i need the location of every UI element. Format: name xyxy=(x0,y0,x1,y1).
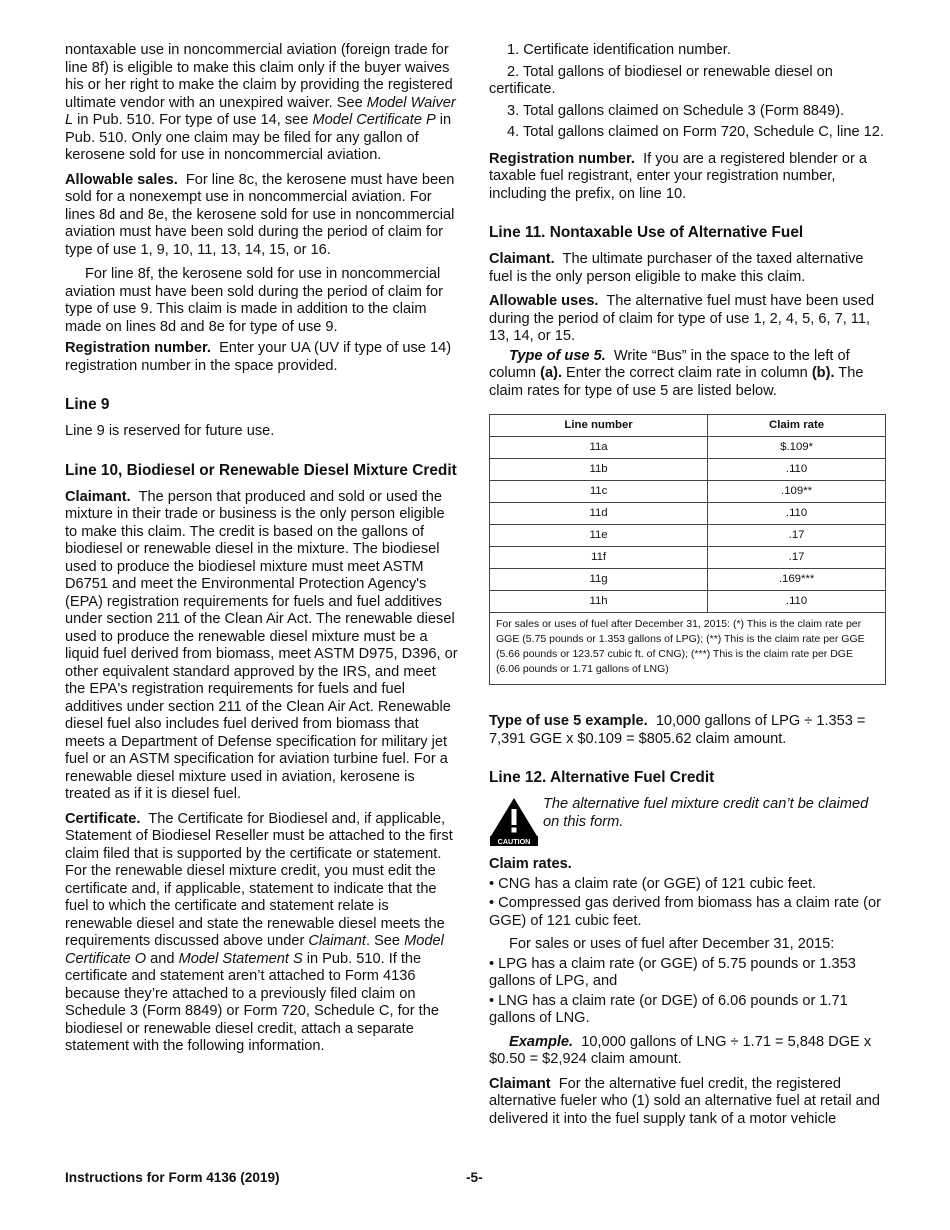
caution-word: CAUTION xyxy=(497,837,531,846)
page-number: -5- xyxy=(466,1170,483,1185)
allowable-sales-label: Allowable sales. xyxy=(65,171,178,188)
list-item: 3. Total gallons claimed on Schedule 3 (Form 8849). xyxy=(507,102,845,119)
table-row xyxy=(490,503,886,525)
list-item: 1. Certificate identification number. xyxy=(507,42,731,58)
header-claim-rate: Claim rate xyxy=(708,415,886,437)
line11-claimant-paragraph: Claimant. The ultimate purchaser of the taxed alternative fuel is the only person eligible to make this claim. xyxy=(489,251,864,285)
model-certificate-ref: Model Certificate P xyxy=(312,112,436,128)
right-column xyxy=(489,42,885,1135)
caution-icon xyxy=(489,796,539,846)
example-paragraph: Example. 10,000 gallons of LNG ÷ 1.71 = 5,848 DGE x $0.50 = $2,924 claim amount. xyxy=(489,1033,872,1067)
claimant-label: Claimant. xyxy=(65,488,131,505)
allowable-uses-paragraph: Allowable uses. The alternative fuel must have been used during the period of claim for type of use 1, 2, 4, 5, 6, 7, 11, 13, 14, or 15. xyxy=(489,293,875,344)
allowable-uses-label: Allowable uses. xyxy=(489,293,599,309)
line12-claimant-paragraph: Claimant For the alternative fuel credit, the registered alternative fueler who (1) sold an alternative fuel at retail and delivered it into the fuel supply tank of a motor vehicle xyxy=(489,1075,881,1127)
line-number-cell: 11a xyxy=(490,437,708,459)
claim-rate-cell: .110 xyxy=(708,459,886,481)
registration-paragraph-right: Registration number. If you are a registered blender or a taxable fuel registrant, enter your registration number, including the prefix, on line 10. xyxy=(489,150,867,202)
claimant-label: Claimant xyxy=(489,1075,551,1092)
list-item: • Compressed gas derived from biomass has a claim rate (or GGE) of 121 cubic feet. xyxy=(489,895,882,929)
claim-rate-cell: .109** xyxy=(708,481,886,503)
claim-rate-cell: .17 xyxy=(708,547,886,569)
line10-heading: Line 10, Biodiesel or Renewable Diesel Mixture Credit xyxy=(65,461,457,479)
line9-heading: Line 9 xyxy=(65,396,110,413)
table-row xyxy=(490,459,886,481)
type5-example-label: Type of use 5 example. xyxy=(489,713,648,729)
table-row xyxy=(490,569,886,591)
certificate-paragraph: Certificate. The Certificate for Biodiesel and, if applicable, Statement of Biodiesel Reseller must be attached to the first claim filed that is supported by the certificate or statement. For the renewable diesel mixture credit, you must edit the certificate and, if applicable, statement to indicate that the fuel to which the certificate and statement relate is renewable diesel and state the renewable diesel meets the requirements discussed above under Claimant. See Model Certificate O and Model Statement S in Pub. 510. If the certificate and statement aren’t attached to Form 4136 because they’re attached to a previously filed claim on Schedule 3 (Form 8849) or Form 720, Schedule C, for the biodiesel or renewable diesel credit, attach a separate statement with the following information. xyxy=(65,810,453,1054)
claim-rates-list xyxy=(489,876,885,931)
claim-rate-cell: .17 xyxy=(708,525,886,547)
table-row xyxy=(490,437,886,459)
waiver-paragraph: nontaxable use in noncommercial aviation (foreign trade for line 8f) is eligible to make this claim only if the buyer waives his or her right to make the claim by providing the registered ultimate vendor with an unexpired waiver. See Model Waiver L in Pub. 510. For type of use 14, see Model Certificate P in Pub. 510. Only one claim may be filed for any gallon of kerosene sold for use in noncommercial aviation. xyxy=(65,42,456,163)
certificate-info-list xyxy=(489,42,885,142)
allowable-sales-paragraph: Allowable sales. For line 8c, the kerosene must have been sold for a nonexempt use in noncommercial aviation. For lines 8d and 8e, the kerosene sold for use in noncommercial aviation must have been sold during the period of claim for type of use 1, 9, 10, 11, 13, 14, 15, or 16. xyxy=(65,171,455,258)
caution-box xyxy=(489,796,885,846)
line-number-cell: 11h xyxy=(490,591,708,613)
header-line-number: Line number xyxy=(490,415,708,437)
list-item: 2. Total gallons of biodiesel or renewable diesel on certificate. xyxy=(489,63,833,97)
line-number-cell: 11f xyxy=(490,547,708,569)
table-row xyxy=(490,481,886,503)
registration-label: Registration number. xyxy=(65,340,211,356)
type5-example-paragraph: Type of use 5 example. 10,000 gallons of LPG ÷ 1.353 = 7,391 GGE x $0.109 = $805.62 claim amount. xyxy=(489,713,866,747)
footer-title: Instructions for Form 4136 (2019) xyxy=(65,1170,280,1185)
line10-claimant-paragraph: Claimant. The person that produced and sold or used the mixture in their trade or business is the only person eligible to make this claim. The credit is based on the gallons of biodiesel or renewable diesel in the mixture. The biodiesel used to produce the biodiesel mixture must meet ASTM D6751 and meet the Environmental Protection Agency's (EPA) registration requirements for fuels and fuel additives under section 211 of the Clean Air Act. The renewable diesel used to produce the renewable diesel mixture must be a liquid fuel derived from biomass, meet ASTM D975, D396, or other equivalent standard approved by the IRS, and meet the EPA's registration requirements for fuels and fuel additives under section 211 of the Clean Air Act. Renewable diesel fuel also includes fuel derived from biomass that meets a Department of Defense specification for military jet fuel or an ASTM specification for aviation turbine fuel. For a renewable diesel mixture used in aviation, kerosene is treated as if it is diesel fuel. xyxy=(65,488,458,802)
claim-rates-list-2 xyxy=(489,956,885,1028)
line8f-paragraph: For line 8f, the kerosene sold for use in noncommercial aviation must have been sold during the period of claim for type of use 9. This claim is made in addition to the claim made on lines 8d and 8e for type of use 9. xyxy=(65,266,444,335)
certificate-label: Certificate. xyxy=(65,810,141,827)
table-note-row xyxy=(490,613,886,685)
example-label: Example. xyxy=(509,1033,574,1050)
caution-text: The alternative fuel mixture credit can’t be claimed on this form. xyxy=(543,796,869,830)
claim-rates-heading: Claim rates. xyxy=(489,856,572,872)
list-item: • LPG has a claim rate (or GGE) of 5.75 pounds or 1.353 gallons of LPG, and xyxy=(489,955,856,989)
line9-text: Line 9 is reserved for future use. xyxy=(65,423,275,439)
type5-label: Type of use 5. xyxy=(509,347,606,364)
line-number-cell: 11e xyxy=(490,525,708,547)
list-item: • CNG has a claim rate (or GGE) of 121 cubic feet. xyxy=(489,875,817,892)
claim-rate-cell: .110 xyxy=(708,503,886,525)
after-2015-line: For sales or uses of fuel after December 31, 2015: xyxy=(509,936,835,952)
list-item: 4. Total gallons claimed on Form 720, Schedule C, line 12. xyxy=(507,124,884,140)
claim-rate-cell: .110 xyxy=(708,591,886,613)
registration-label: Registration number. xyxy=(489,150,635,167)
line-number-cell: 11b xyxy=(490,459,708,481)
line12-heading: Line 12. Alternative Fuel Credit xyxy=(489,769,715,786)
left-column xyxy=(65,42,458,1063)
table-row xyxy=(490,547,886,569)
line-number-cell: 11d xyxy=(490,503,708,525)
table-footnote: For sales or uses of fuel after December 31, 2015: (*) This is the claim rate per GGE (5.75 pounds or 1.353 gallons of LPG); (**) This is the claim rate per GGE (5.66 pounds or 123.57 cubic ft. of CNG); (***) This is the claim rate per DGE (6.06 pounds or 1.71 gallons of LNG) xyxy=(490,613,886,685)
line11-heading: Line 11. Nontaxable Use of Alternative Fuel xyxy=(489,224,804,241)
claim-rate-cell: $.109* xyxy=(708,437,886,459)
table-header-row xyxy=(490,415,886,437)
registration-paragraph: Registration number. Enter your UA (UV if type of use 14) registration number in the space provided. xyxy=(65,340,452,374)
table-row xyxy=(490,591,886,613)
claimant-label: Claimant. xyxy=(489,251,555,267)
list-item: • LNG has a claim rate (or DGE) of 6.06 pounds or 1.71 gallons of LNG. xyxy=(489,992,848,1026)
claim-rate-table xyxy=(489,414,886,685)
model-waiver-ref: Model Waiver L xyxy=(65,94,456,128)
type5-paragraph: Type of use 5. Write “Bus” in the space to the left of column (a). Enter the correct claim rate in column (b). The claim rates for type of use 5 are listed below. xyxy=(489,347,864,399)
table-row xyxy=(490,525,886,547)
claim-rate-cell: .169*** xyxy=(708,569,886,591)
line-number-cell: 11c xyxy=(490,481,708,503)
line-number-cell: 11g xyxy=(490,569,708,591)
